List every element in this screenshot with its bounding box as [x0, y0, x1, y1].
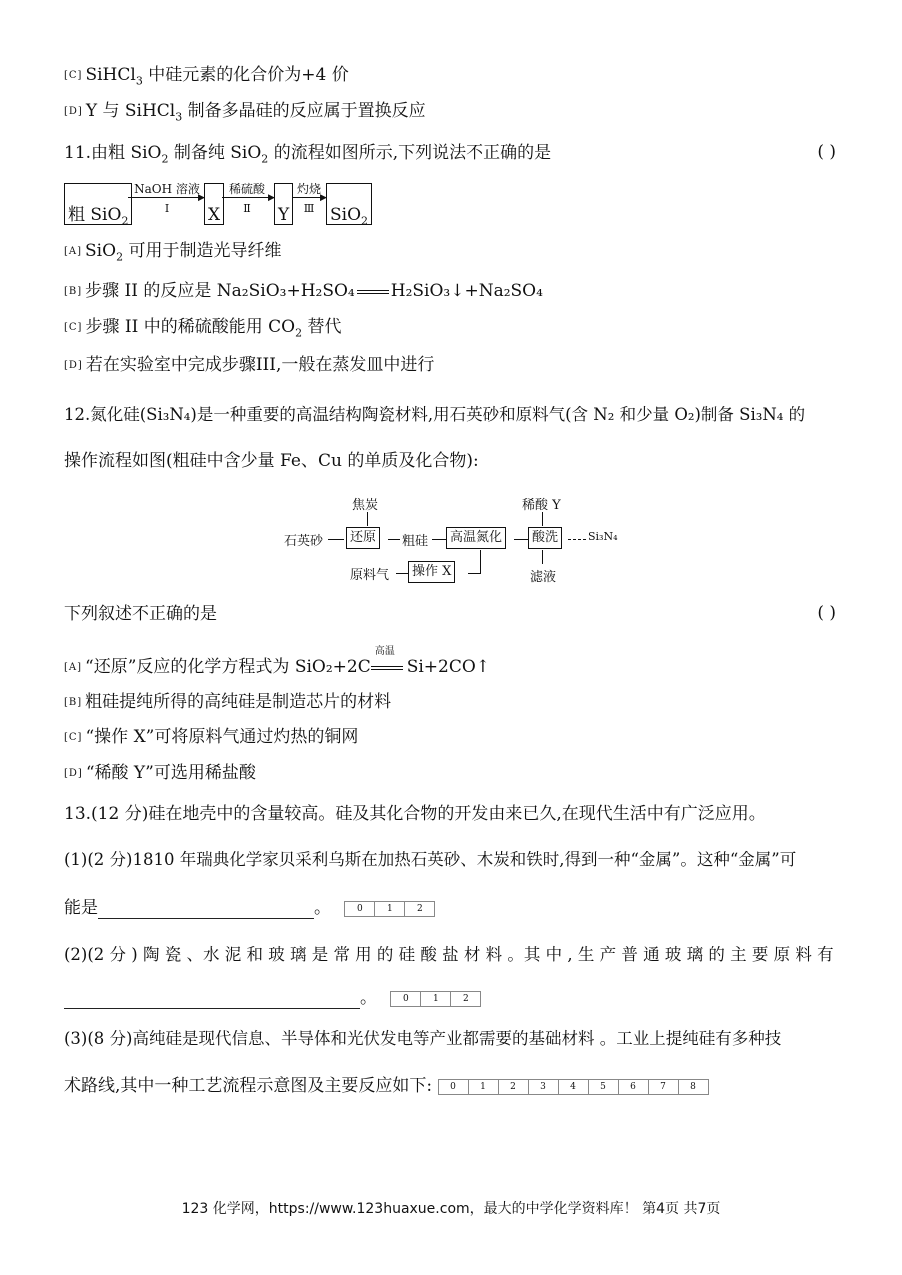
q13-part3-line1: (3)(8 分)高纯硅是现代信息、半导体和光伏发电等产业都需要的基础材料 。工业上提纯硅有多种技	[64, 1029, 782, 1048]
answer-blank-2[interactable]	[64, 990, 360, 1009]
option-tag: [C]	[64, 70, 83, 81]
cugui-label: 粗硅	[402, 534, 429, 549]
huanyuan-box: 还原	[346, 527, 380, 549]
q11-option-c: [C] 步骤 II 中的稀硫酸能用 $CO_2$ 替代	[64, 317, 342, 340]
q12-option-a: [A] “还原”反应的化学方程式为 SiO₂+2C 高温 Si+2CO↑	[64, 645, 491, 677]
option-tag: [C]	[64, 322, 83, 333]
shiying-label: 石英砂	[284, 534, 324, 549]
q13-part2-line1: (2)(2 分 ) 陶 瓷 、水 泥 和 玻 璃 是 常 用 的 硅 酸 盐 材 料 。其 中 , 生 产 普 通 玻 璃 的 主 要 原 料 有	[64, 945, 834, 964]
xisuan-label: 稀酸 Y	[522, 498, 561, 513]
flow-box-crude: 粗 SiO$_2$	[64, 183, 132, 225]
product-label: Si₃N₄	[588, 530, 618, 543]
option-tag: [D]	[64, 360, 83, 371]
option-tag: [B]	[64, 286, 83, 297]
flow-box-sio2: SiO$_2$	[326, 183, 372, 225]
lvye-label: 滤液	[530, 570, 557, 585]
q13-part1-line1: (1)(2 分)1810 年瑞典化学家贝采利乌斯在加热石英砂、木炭和铁时,得到一种“金属”。这种“金属”可	[64, 850, 797, 869]
flow-box-y: Y	[274, 183, 293, 225]
q10-option-c: [C] SiHCl$_3$ 中硅元素的化合价为+4 价	[64, 65, 349, 88]
arrowhead-icon: ▶	[268, 193, 275, 203]
option-tag: [A]	[64, 246, 83, 257]
answer-blank-1[interactable]	[98, 900, 314, 919]
q13-stem: 13.(12 分)硅在地壳中的含量较高。硅及其化合物的开发由来已久,在现代生活中有广泛应用。	[64, 804, 766, 824]
q12-stem-line1: 12.氮化硅(Si₃N₄)是一种重要的高温结构陶瓷材料,用石英砂和原料气(含 N₂ 和少量 O₂)制备 Si₃N₄ 的	[64, 405, 806, 424]
arrow-down	[542, 512, 543, 526]
equal-sign	[371, 666, 403, 670]
q13-part3-line2: 术路线,其中一种工艺流程示意图及主要反应如下: 0 1 2 3 4 5 6 7 8	[64, 1075, 709, 1097]
q12-stem-line2: 操作流程如图(粗硅中含少量 Fe、Cu 的单质及化合物):	[64, 451, 479, 471]
jiaotan-label: 焦炭	[352, 498, 379, 513]
suanxi-box: 酸洗	[528, 527, 562, 549]
score-box-2pt[interactable]: 0 1 2	[390, 991, 481, 1007]
arrowhead-icon: ▶	[320, 193, 327, 203]
arrow-right	[432, 539, 446, 540]
arrow-down	[542, 550, 543, 564]
q11-flow-diagram	[64, 180, 374, 230]
q10-option-d: [D] Y 与 SiHCl$_3$ 制备多晶硅的反应属于置换反应	[64, 101, 426, 124]
step2-label: Ⅱ	[243, 202, 251, 215]
arrow2-label: 稀硫酸	[228, 182, 265, 196]
option-tag: [B]	[64, 697, 83, 708]
page-footer: 123 化学网，https://www.123huaxue.com，最大的中学化学资料库！ 第4页 共7页	[181, 1201, 721, 1217]
arrow-down	[367, 512, 368, 526]
equal-sign	[357, 290, 389, 294]
step1-label: Ⅰ	[164, 202, 170, 215]
arrow1-label: NaOH 溶液	[134, 182, 200, 196]
caozuo-box: 操作 X	[408, 561, 455, 583]
arrowhead-icon: ▶	[198, 193, 205, 203]
arrow-left	[396, 573, 408, 574]
score-box-2pt[interactable]: 0 1 2	[344, 901, 435, 917]
q12-option-b: [B] 粗硅提纯所得的高纯硅是制造芯片的材料	[64, 692, 392, 712]
gaowen-box: 高温氮化	[446, 527, 506, 549]
option-tag: [D]	[64, 106, 83, 117]
q12-option-c: [C] “操作 X”可将原料气通过灼热的铜网	[64, 727, 359, 747]
arrow-right	[388, 539, 400, 540]
arrow-up	[480, 550, 481, 574]
step3-label: Ⅲ	[303, 202, 315, 215]
q12-option-d: [D] “稀酸 Y”可选用稀盐酸	[64, 763, 256, 783]
arrow-dashed	[568, 539, 586, 540]
arrow-right	[514, 539, 528, 540]
connector	[468, 573, 480, 574]
option-tag: [A]	[64, 662, 83, 673]
arrow2	[222, 197, 274, 198]
q11-option-b: [B] 步骤 II 的反应是 Na₂SiO₃+H₂SO₄ H₂SiO₃↓+Na₂SO₄	[64, 281, 543, 301]
arrow1	[128, 197, 204, 198]
reaction-condition: 高温	[371, 657, 407, 679]
q11-option-d: [D] 若在实验室中完成步骤III,一般在蒸发皿中进行	[64, 355, 435, 375]
arrow-right	[328, 539, 344, 540]
q11-option-a: [A] SiO$_2$ 可用于制造光导纤维	[64, 241, 282, 264]
option-tag: [D]	[64, 768, 83, 779]
flow-box-x: X	[204, 183, 224, 225]
score-box-8pt[interactable]: 0 1 2 3 4 5 6 7 8	[438, 1079, 709, 1095]
q12-flow-diagram	[284, 490, 644, 590]
q11-answer-paren: ( )	[817, 142, 836, 162]
arrow3-label: 灼烧	[296, 182, 321, 196]
q12-answer-paren: ( )	[817, 603, 836, 623]
q11-stem: 11.由粗 SiO$_2$ 制备纯 SiO$_2$ 的流程如图所示,下列说法不正确的是	[64, 143, 552, 166]
q13-part2-line2: 。 0 1 2	[64, 987, 481, 1009]
option-tag: [C]	[64, 732, 83, 743]
q12-stem-line3: 下列叙述不正确的是	[64, 604, 217, 624]
yuanliaoqi-label: 原料气	[350, 568, 390, 583]
q13-part1-line2: 能是 。 0 1 2	[64, 897, 435, 919]
